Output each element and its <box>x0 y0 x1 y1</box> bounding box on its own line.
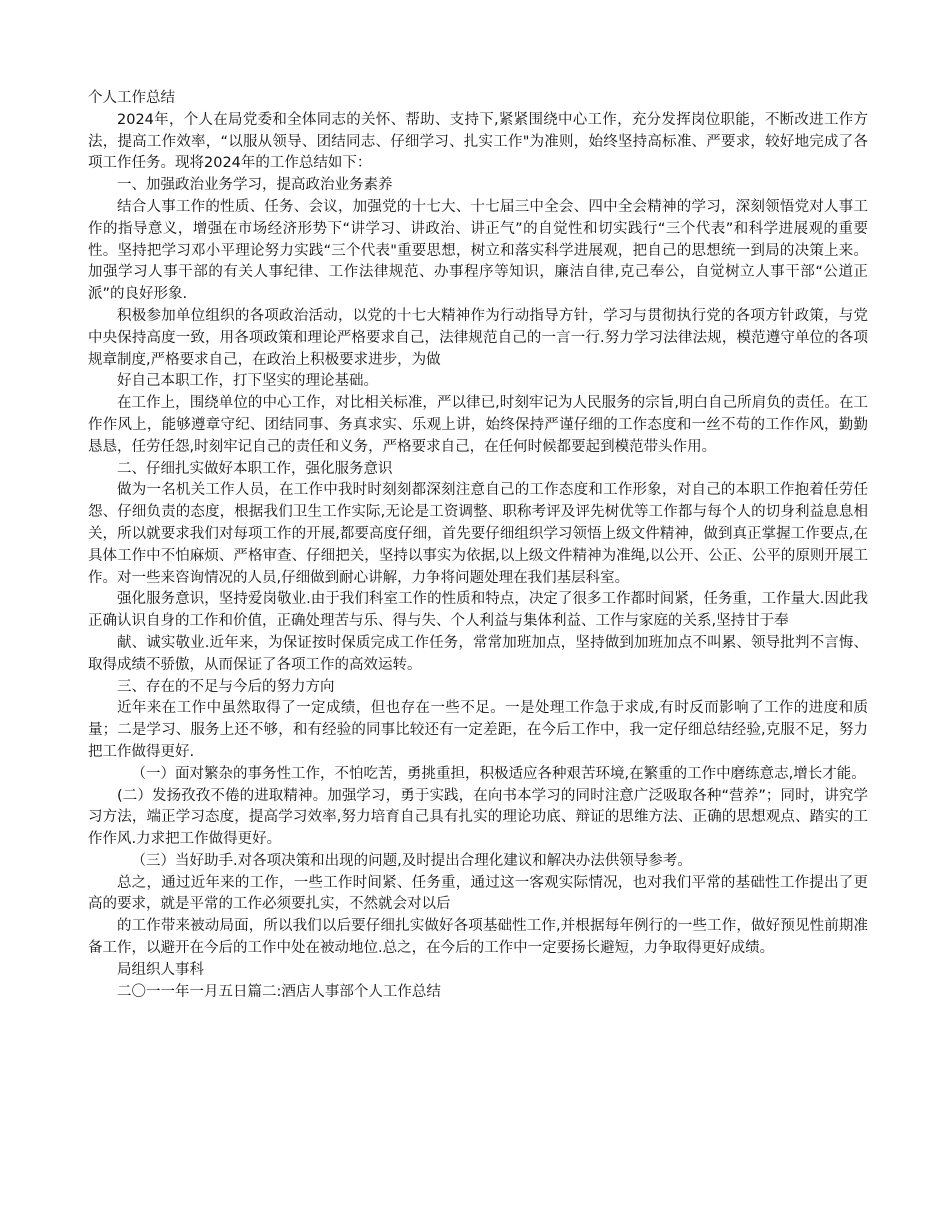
paragraph: 好自己本职工作，打下坚实的理论基础。 <box>117 373 378 390</box>
paragraph: 近年来在工作中虽然取得了一定成绩，但也存在一些不足。一是处理工作急于求成,有时反而影响了工作的进度和质量；二是学习、服务上还不够，和有经验的同事比较还有一定差距，在今后工作中，我一定仔细总结经验,克服不足，努力把工作做得更好. <box>88 700 868 760</box>
section-heading: 一、加强政治业务学习，提高政治业务素养 <box>117 177 393 194</box>
paragraph: 做为一名机关工作人员，在工作中我时时刻刻都深刻注意自己的工作态度和工作形象，对自己的本职工作抱着任劳任怨、仔细负责的态度，根据我们卫生工作实际,无论是工资调整、职称考评及评先树优等工作都与每个人的切身利益息息相关，所以就要求我们对每项工作的开展,都要高度仔细，首先要仔细组织学习领悟上级文件精神，做到真正掌握工作要点,在具体工作中不怕麻烦、严格审查、仔细把关，坚持以事实为依据,以上级文件精神为准绳,以公开、公正、公平的原则开展工作。对一些来咨询情况的人员,仔细做到耐心讲解，力争将问题处理在我们基层科室。 <box>88 482 868 586</box>
paragraph: 积极参加单位组织的各项政治活动，以党的十七大精神作为行动指导方针，学习与贯彻执行党的各项方针政策，与党中央保持高度一致，用各项政策和理论严格要求自己，法律规范自己的一言一行.努力学习法律法规，模范遵守单位的各项规章制度,严格要求自己，在政治上积极要求进步，为做 <box>88 307 868 368</box>
paragraph: 的工作带来被动局面，所以我们以后要仔细扎实做好各项基础性工作,并根据每年例行的一些工作，做好预见性前期准备工作，以避开在今后的工作中处在被动地位.总之，在今后的工作中一定要扬长避短，力争取得更好成绩。 <box>88 918 868 957</box>
paragraph: 局组织人事科 <box>117 961 204 978</box>
document-title: 个人工作总结 <box>88 90 175 106</box>
document-body <box>88 88 868 1003</box>
paragraph: (二）发扬孜孜不倦的进取精神。加强学习，勇于实践，在向书本学习的同时注意广泛吸取各种“营养”；同时，讲究学习方法，端正学习态度，提高学习效率,努力培育自己具有扎实的理论功底、辩证的思维方法、正确的思想观点、踏实的工作作风.力求把工作做得更好。 <box>88 787 868 848</box>
paragraph: 2024年，个人在局党委和全体同志的关怀、帮助、支持下,紧紧围绕中心工作，充分发挥岗位职能，不断改进工作方法，提高工作效率，“以服从领导、团结同志、仔细学习、扎实工作"为准则，始终坚持高标准、严要求，较好地完成了各项工作任务。现将2024年的工作总结如下： <box>88 111 868 172</box>
section-heading: 二、仔细扎实做好本职工作，强化服务意识 <box>117 460 393 477</box>
paragraph: 二〇一一年一月五日篇二:酒店人事部个人工作总结 <box>117 983 441 1000</box>
paragraph: 结合人事工作的性质、任务、会议，加强党的十七大、十七届三中全会、四中全会精神的学习，深刻领悟党对人事工作的指导意义，增强在市场经济形势下“讲学习、讲政治、讲正气”的自觉性和切实践行“三个代表”和科学进展观的重要性。坚持把学习邓小平理论努力实践“三个代表"重要思想，树立和落实科学进展观，把自己的思想统一到局的决策上来。加强学习人事干部的有关人事纪律、工作法律规范、办事程序等知识，廉洁自律,克己奉公，自觉树立人事干部“公道正派”的良好形象. <box>88 198 868 303</box>
section-heading: 三、存在的不足与今后的努力方向 <box>117 678 335 695</box>
paragraph-list <box>88 110 868 1004</box>
paragraph: （三）当好助手.对各项决策和出现的问题,及时提出合理化建议和解决办法供领导参考。 <box>131 852 692 869</box>
paragraph: （一）面对繁杂的事务性工作，不怕吃苦，勇挑重担，积极适应各种艰苦环境,在繁重的工作中磨练意志,增长才能。 <box>131 765 866 782</box>
paragraph: 总之，通过近年来的工作，一些工作时间紧、任务重，通过这一客观实际情况，也对我们平常的基础性工作提出了更高的要求，就是平常的工作必须要扎实，不然就会对以后 <box>88 874 868 913</box>
paragraph: 献、诚实敬业.近年来，为保证按时保质完成工作任务，常常加班加点，坚持做到加班加点不叫累、领导批判不言悔、取得成绩不骄傲，从而保证了各项工作的高效运转。 <box>88 634 868 673</box>
paragraph: 强化服务意识，坚持爱岗敬业.由于我们科室工作的性质和特点，决定了很多工作都时间紧，任务重，工作量大.因此我正确认识自身的工作和价值，正确处理苦与乐、得与失、个人利益与集体利益、工作与家庭的关系,坚持甘于奉 <box>88 591 868 630</box>
paragraph: 在工作上，围绕单位的中心工作，对比相关标准，严以律已,时刻牢记为人民服务的宗旨,明白自己所肩负的责任。在工作作风上，能够遵章守纪、团结同事、务真求实、乐观上讲，始终保持严谨仔细的工作态度和一丝不苟的工作作风，勤勤恳恳，任劳任怨,时刻牢记自己的责任和义务，严格要求自己，在任何时候都要起到模范带头作用。 <box>88 395 868 455</box>
